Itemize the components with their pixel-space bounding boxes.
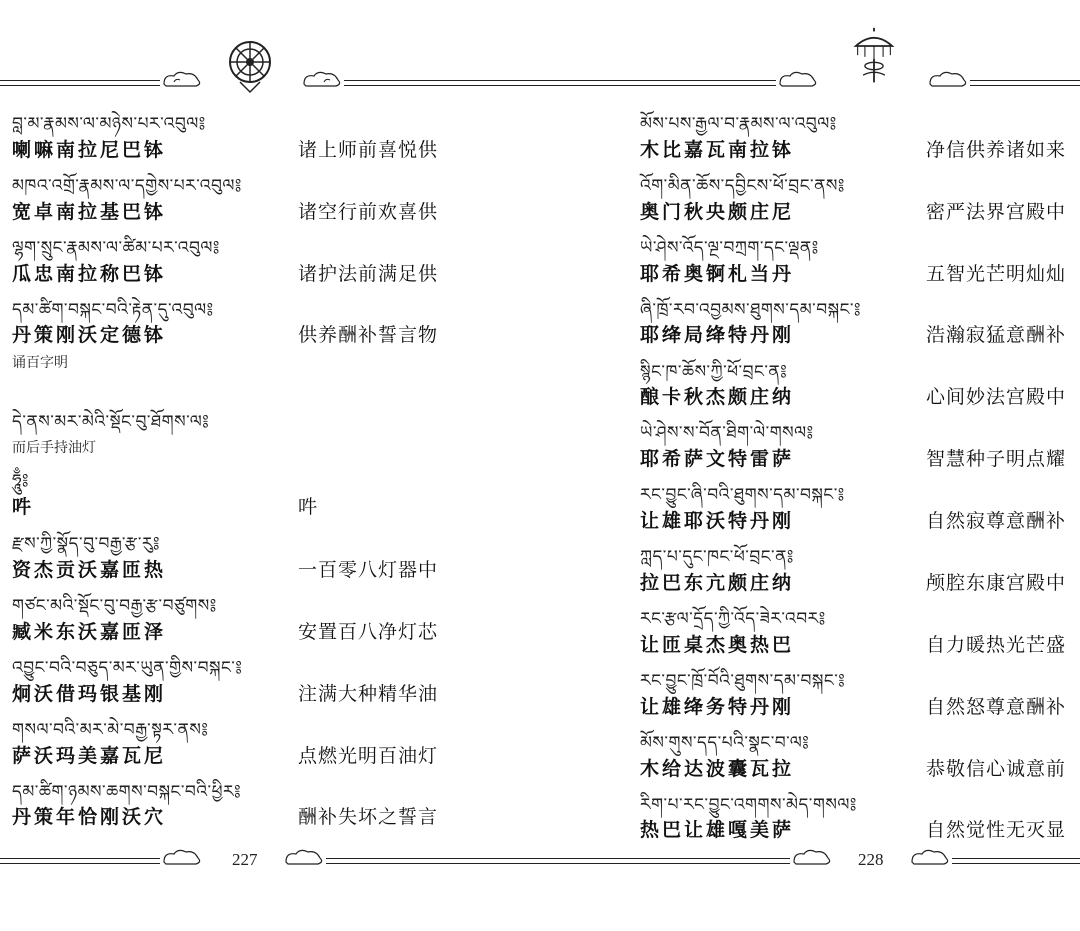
instruction-note: 诵百字明: [12, 355, 68, 371]
chinese-translation: 心间妙法宫殿中: [926, 386, 1067, 408]
transliteration-line: 耶绛局绛特丹刚: [640, 324, 795, 346]
tibetan-line: དེ་ནས་མར་མེའི་སྡོང་བུ་ཐོགས་ལ༔: [12, 412, 210, 432]
page-number: 228: [858, 850, 884, 869]
tibetan-line: མོས་གུས་དད་པའི་སྣང་བ་ལ༔: [640, 733, 810, 753]
tibetan-line: མཁའ་འགྲོ་རྣམས་ལ་དགྱེས་པར་འབུལ༔: [12, 176, 242, 196]
bottom-rule-right: [326, 858, 540, 864]
chinese-translation: 供养酬补誓言物: [298, 324, 439, 346]
transliteration-line: 丹策年恰刚沃穴: [12, 806, 167, 828]
transliteration-line: 炯沃借玛银基刚: [12, 683, 167, 705]
dharma-wheel-emblem-icon: [222, 34, 278, 94]
transliteration-line: 木给达波囊瓦拉: [640, 758, 795, 780]
tibetan-line: རང་བྱུང་ཞི་བའི་ཐུགས་དམ་བསྐང་༔: [640, 485, 845, 505]
tibetan-line: གསལ་བའི་མར་མེ་བརྒྱ་སྟར་ནས༔: [12, 720, 209, 740]
cloud-ornament-icon: [776, 68, 820, 90]
transliteration-line: 让雄绛务特丹刚: [640, 696, 795, 718]
tibetan-line: དམ་ཚིག་བསྐང་བའི་རྟེན་དུ་འབུལ༔: [12, 300, 214, 320]
bottom-rule-left: [540, 858, 790, 864]
chinese-translation: 点燃光明百油灯: [298, 745, 439, 767]
transliteration-line: 耶希奥锕札当丹: [640, 263, 795, 285]
chinese-translation: 浩瀚寂猛意酬补: [926, 324, 1067, 346]
tibetan-line: ཞི་ཁྲོ་རབ་འབྱམས་ཐུགས་དམ་བསྐང་༔: [640, 300, 861, 320]
top-rule-right: [344, 80, 540, 86]
transliteration-line: 萨沃玛美嘉瓦尼: [12, 745, 167, 767]
tibetan-line: འོག་མིན་ཆོས་དབྱིངས་ཕོ་བྲང་ནས༔: [640, 176, 845, 196]
tibetan-line: རིག་པ་རང་བྱུང་འགགས་མེད་གསལ༔: [640, 795, 857, 815]
tibetan-line: བླ་མ་རྣམས་ལ་མཉེས་པར་འབུལ༔: [12, 114, 206, 134]
tibetan-line: སྙིང་ཁ་ཆོས་ཀྱི་ཕོ་བྲང་ན༔: [640, 362, 788, 382]
instruction-note: 而后手持油灯: [12, 440, 96, 456]
cloud-ornament-icon: [908, 846, 952, 868]
chinese-translation: 吽: [298, 496, 319, 518]
tibetan-line: རང་བྱུང་ཁྲོ་བོའི་ཐུགས་དམ་བསྐང་༔: [640, 671, 846, 691]
top-rule-right: [970, 80, 1080, 86]
transliteration-line: 丹策刚沃定德钵: [12, 324, 167, 346]
chinese-translation: 颅腔东康宫殿中: [926, 572, 1067, 594]
chinese-translation: 自然觉性无灭显: [926, 819, 1067, 841]
cloud-ornament-icon: [926, 68, 970, 90]
bottom-rule-left: [0, 858, 160, 864]
page-number: 227: [232, 850, 258, 869]
transliteration-line: 臧米东沃嘉匝泽: [12, 621, 167, 643]
tibetan-line: གཙང་མའི་སྡོང་བུ་བརྒྱ་རྩ་བཙུགས༔: [12, 596, 217, 616]
tibetan-line: རང་རྩལ་དྲོད་ཀྱི་འོད་ཟེར་འབར༔: [640, 609, 826, 629]
chinese-translation: 自力暖热光芒盛: [926, 634, 1067, 656]
chinese-translation: 一百零八灯器中: [298, 559, 439, 581]
cloud-ornament-icon: [282, 846, 326, 868]
tibetan-line: རྫས་ཀྱི་སྣོད་བུ་བརྒྱ་རྩ་རུ༔: [12, 534, 160, 554]
tibetan-line: ཀླད་པ་དུང་ཁང་ཕོ་བྲང་ན༔: [640, 547, 794, 567]
chinese-translation: 自然寂尊意酬补: [926, 510, 1067, 532]
transliteration-line: 喇嘛南拉尼巴钵: [12, 139, 167, 161]
top-rule-left: [540, 80, 776, 86]
right-page: [540, 0, 1080, 931]
tibetan-line: ལྷག་སྲུང་རྣམས་ལ་ཚིམ་པར་འབུལ༔: [12, 238, 220, 258]
tibetan-line: འབྱུང་བའི་བཅུད་མར་ཡུན་གྱིས་བསྐང་༔: [12, 658, 243, 678]
top-rule-left: [0, 80, 160, 86]
chinese-translation: 净信供养诸如来: [926, 139, 1067, 161]
cloud-ornament-icon: [790, 846, 834, 868]
transliteration-line: 让匝桌杰奥热巴: [640, 634, 795, 656]
chinese-translation: 诸上师前喜悦供: [298, 139, 439, 161]
chinese-translation: 酬补失坏之誓言: [298, 806, 439, 828]
transliteration-line: 酿卡秋杰颇庄纳: [640, 386, 795, 408]
tibetan-line: ཡེ་ཤེས་ས་བོན་ཐིག་ལེ་གསལ༔: [640, 423, 814, 443]
parasol-emblem-icon: [846, 26, 902, 86]
transliteration-line: 热巴让雄嘎美萨: [640, 819, 795, 841]
transliteration-line: 瓜忠南拉称巴钵: [12, 263, 167, 285]
tibetan-line: དམ་ཚིག་ཉམས་ཆགས་བསྐང་བའི་ཕྱིར༔: [12, 782, 242, 802]
transliteration-line: 吽: [12, 496, 35, 518]
transliteration-line: 耶希萨文特雷萨: [640, 448, 795, 470]
chinese-translation: 恭敬信心诚意前: [926, 758, 1067, 780]
transliteration-line: 让雄耶沃特丹刚: [640, 510, 795, 532]
bottom-rule-right: [952, 858, 1080, 864]
chinese-translation: 自然怒尊意酬补: [926, 696, 1067, 718]
transliteration-line: 奥门秋央颇庄尼: [640, 201, 795, 223]
transliteration-line: 拉巴东亢颇庄纳: [640, 572, 795, 594]
cloud-ornament-icon: [160, 846, 204, 868]
transliteration-line: 木比嘉瓦南拉钵: [640, 139, 795, 161]
transliteration-line: 宽卓南拉基巴钵: [12, 201, 167, 223]
tibetan-line: མོས་པས་རྒྱལ་བ་རྣམས་ལ་འབུལ༔: [640, 114, 837, 134]
chinese-translation: 密严法界宫殿中: [926, 201, 1067, 223]
chinese-translation: 诸空行前欢喜供: [298, 201, 439, 223]
cloud-ornament-icon: [160, 68, 204, 90]
cloud-ornament-icon: [300, 68, 344, 90]
transliteration-line: 资杰贡沃嘉匝热: [12, 559, 167, 581]
chinese-translation: 诸护法前满足供: [298, 263, 439, 285]
chinese-translation: 注满大种精华油: [298, 683, 439, 705]
chinese-translation: 五智光芒明灿灿: [926, 263, 1067, 285]
tibetan-line: ཡེ་ཤེས་འོད་ལྔ་བཀྲག་དང་ལྡན༔: [640, 238, 819, 258]
tibetan-line: ཧཱུྃ༔: [12, 471, 30, 491]
chinese-translation: 智慧种子明点耀: [926, 448, 1067, 470]
chinese-translation: 安置百八净灯芯: [298, 621, 439, 643]
